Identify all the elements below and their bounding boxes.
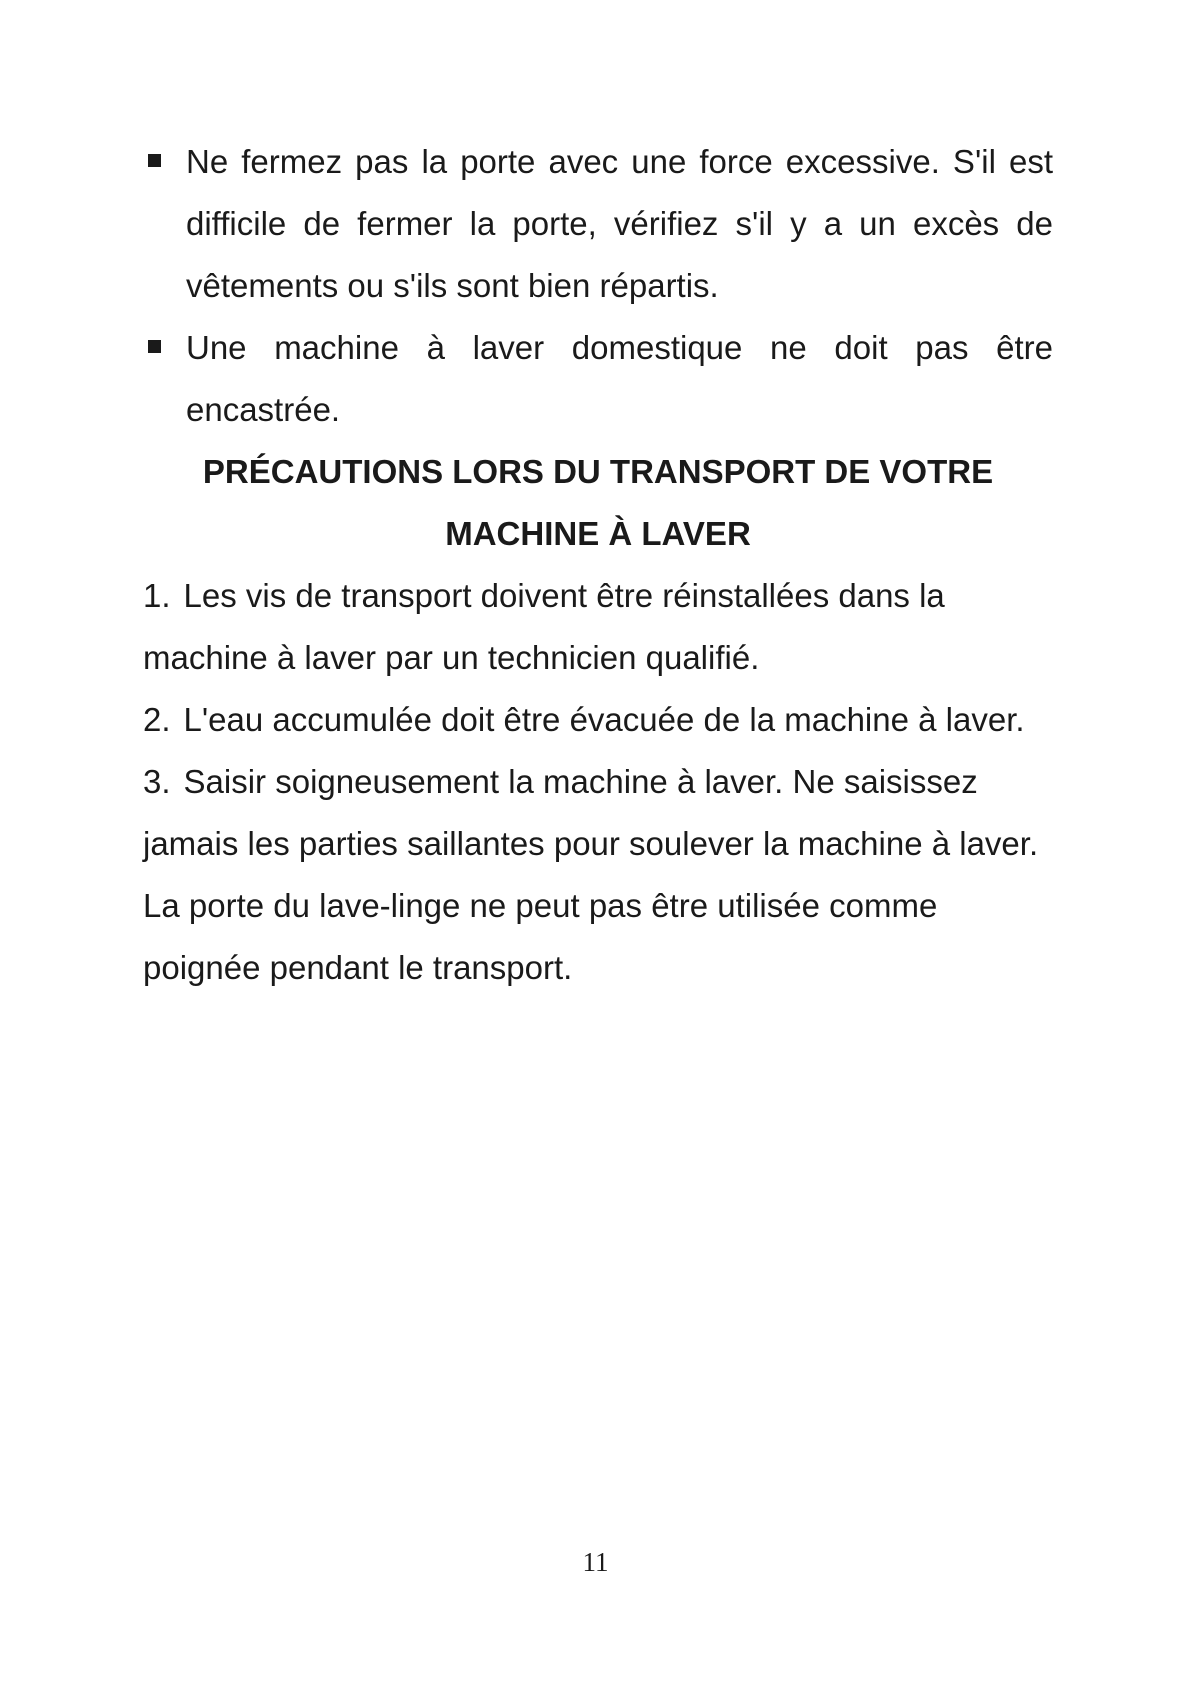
section-title-line1: PRÉCAUTIONS LORS DU TRANSPORT DE VOTRE [202,453,994,490]
step-1 [143,565,1053,689]
square-bullet-icon [148,154,161,167]
section-title [143,441,1053,565]
step-2 [143,689,1053,751]
bullet-item-door [143,131,1053,317]
step-number: 2. [143,701,171,738]
bullet-list [143,131,1053,441]
section-title-line2: MACHINE À LAVER [445,515,751,552]
step-3 [143,751,1053,999]
square-bullet-icon [148,340,161,353]
bullet-text: Ne fermez pas la porte avec une force excessive. S'il est difficile de fermer la porte, vérifiez s'il y a un excès de vêtements ou s'ils sont bien répartis. [186,143,1053,304]
step-text: Les vis de transport doivent être réinstallées dans la machine à laver par un technicien qualifié. [143,577,945,676]
step-number: 1. [143,577,171,614]
page-number: 11 [582,1547,609,1577]
transport-steps [143,565,1053,999]
step-text: L'eau accumulée doit être évacuée de la machine à laver. [183,701,1025,738]
page-content [143,131,1053,999]
bullet-item-built-in [143,317,1053,441]
step-text: Saisir soigneusement la machine à laver. Ne saisissez jamais les parties saillantes pour soulever la machine à laver. La porte du lave-linge ne peut pas être utilisée comme poignée pendant le transport. [143,763,1039,986]
step-number: 3. [143,763,171,800]
bullet-text: Une machine à laver domestique ne doit pas être encastrée. [186,329,1053,428]
